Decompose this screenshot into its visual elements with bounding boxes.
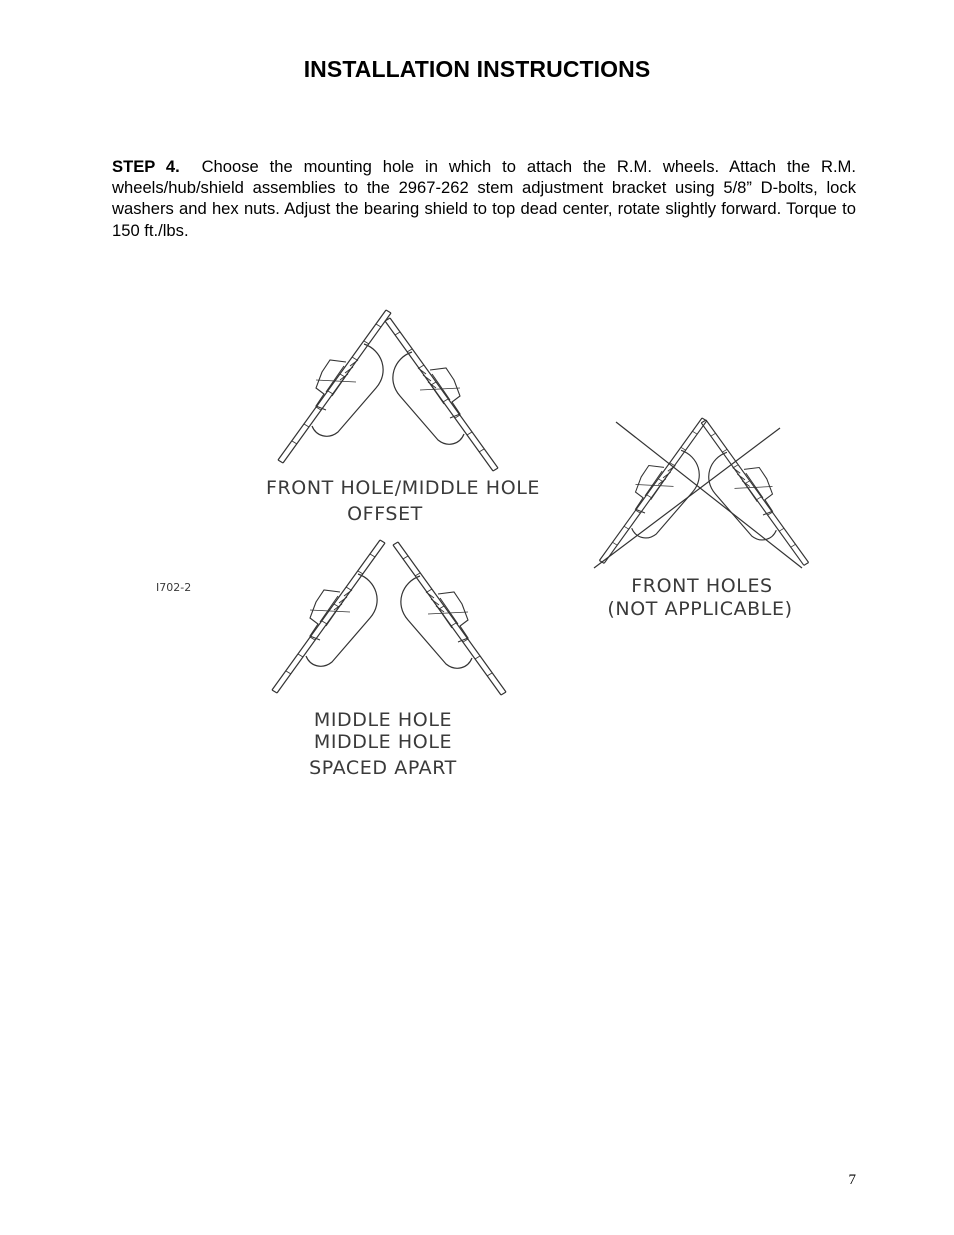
front-middle-label-line1: FRONT HOLE/MIDDLE HOLE <box>265 477 541 499</box>
middle-middle-spaced-drawing <box>272 540 506 695</box>
front-holes-drawing <box>594 418 809 568</box>
front-holes-label-line1: FRONT HOLES <box>631 575 773 597</box>
page-number: 7 <box>848 1172 856 1188</box>
middle-middle-label-line2: MIDDLE HOLE <box>313 731 453 753</box>
front-middle-offset-drawing <box>278 310 498 471</box>
step-paragraph <box>112 156 856 241</box>
middle-middle-label-line3: SPACED APART <box>309 757 457 779</box>
page-title: INSTALLATION INSTRUCTIONS <box>303 56 651 82</box>
front-holes-label-line2: (NOT APPLICABLE) <box>607 598 793 620</box>
step-label: STEP 4. <box>112 157 180 176</box>
step-text: Choose the mounting hole in which to attach the R.M. wheels. Attach the R.M. wheels/hub/shield assemblies to the 2967-262 stem adjustment bracket using 5/8” D-bolts, lock washers and hex nuts. Adjust the bearing shield to top dead center, rotate slightly forward. Torque to 150 ft./lbs. <box>112 157 856 240</box>
wheel-mounting-diagram <box>140 300 830 785</box>
cross-out-line-1 <box>616 422 802 568</box>
drawing-number: I702-2 <box>156 581 192 594</box>
middle-middle-label-line1: MIDDLE HOLE <box>313 709 453 731</box>
front-middle-label-line2: OFFSET <box>347 503 423 525</box>
